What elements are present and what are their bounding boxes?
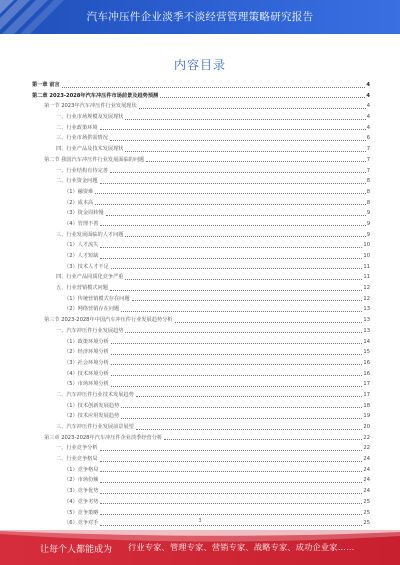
toc-leader-dots [139,101,366,109]
toc-entry-page: 12 [363,283,370,294]
toc-entry[interactable] [32,144,370,155]
toc-entry[interactable] [32,454,370,465]
toc-leader-dots [100,497,362,505]
toc-entry-title: （1）技术创新发展趋势 [32,401,120,412]
toc-entry-title: 第三节 2023-2028年中国汽车冲压件行业发展趋势分析 [32,315,174,326]
toc-entry-page: 9 [367,208,370,219]
toc-leader-dots [125,230,365,238]
toc-entry-title: 一、汽车冲压件行业发展趋势 [32,326,124,337]
toc-entry-page: 4 [366,80,370,91]
toc-entry[interactable] [32,155,370,166]
toc-entry-page: 25 [363,497,370,508]
toc-leader-dots [121,401,362,409]
page-number: 3 [198,518,202,524]
toc-leader-dots [132,294,363,302]
toc-leader-dots [125,144,365,152]
toc-entry[interactable] [32,91,370,102]
toc-entry-title: （6）竞争对手 [32,518,99,529]
toc-entry-page: 16 [363,358,370,369]
toc-entry-page: 25 [363,508,370,519]
toc-entry[interactable] [32,304,370,315]
toc-entry-page: 18 [363,401,370,412]
toc-entry[interactable] [32,80,370,91]
toc-entry-page: 6 [367,133,370,144]
toc-entry[interactable] [32,272,370,283]
toc-entry-title: （5）竞争策略 [32,508,99,519]
toc-entry-title: （2）网络营销存在问题 [32,304,120,315]
toc-leader-dots [175,315,363,323]
toc-entry[interactable] [32,198,370,209]
report-title: 汽车冲压件企业淡季不淡经营管理策略研究报告 [86,11,314,23]
toc-entry-page: 24 [363,475,370,486]
toc-entry[interactable] [32,508,370,519]
toc-entry[interactable] [32,208,370,219]
toc-entry[interactable] [32,262,370,273]
toc-entry-title: 一、行业市场规模及发展现状 [32,112,124,123]
toc-entry-page: 17 [363,390,370,401]
toc-entry-title: 第二节 我国汽车冲压件行业发展面临的问题 [32,155,145,166]
toc-entry-title: 三、汽车冲压件行业发展前景展望 [32,422,135,433]
toc-entry-page: 11 [363,262,370,273]
toc-entry-title: （2）成本高 [32,198,94,209]
toc-entry[interactable] [32,369,370,380]
toc-entry-title: （1）融资难 [32,187,94,198]
toc-entry[interactable] [32,411,370,422]
toc-entry[interactable] [32,294,370,305]
toc-entry-page: 25 [363,518,370,529]
toc-leader-dots [110,166,366,174]
toc-entry-title: （3）资金周转慢 [32,208,105,219]
toc-entry-page: 24 [363,486,370,497]
toc-entry-title: （2）市场份额 [32,475,99,486]
toc-leader-dots [100,240,362,248]
toc-entry[interactable] [32,475,370,486]
toc-entry-title: 第一章 前言 [32,80,61,91]
toc-entry-page: 24 [363,465,370,476]
toc-entry-page: 19 [363,411,370,422]
toc-entry-title: 第二章 2023-2028年汽车冲压件市场前景及趋势预测 [32,91,159,102]
toc-leader-dots [121,304,362,312]
toc-leader-dots [146,155,365,163]
toc-leader-dots [100,486,362,494]
footer-slogan-left: 让每个人都能成为 [40,545,113,555]
toc-entry[interactable] [32,390,370,401]
toc-entry[interactable] [32,123,370,134]
toc-entry[interactable] [32,112,370,123]
toc-leader-dots [111,262,363,270]
toc-leader-dots [95,198,365,206]
toc-entry-page: 7 [367,155,370,166]
toc-leader-dots [95,187,365,195]
toc-entry-title: （1）竞争格局 [32,465,99,476]
footer-banner [0,530,400,565]
toc-entry[interactable] [32,337,370,348]
toc-entry-page: 20 [363,422,370,433]
toc-leader-dots [100,443,363,451]
toc-entry-page: 7 [367,166,370,177]
toc-entry-title: 二、行业资金问题 [32,176,99,187]
toc-entry-title: （2）人才短缺 [32,251,99,262]
toc-entry-page: 9 [367,230,370,241]
toc-leader-dots [111,337,363,345]
toc-leader-dots [110,283,363,291]
toc-entry-page: 7 [367,144,370,155]
toc-entry[interactable] [32,358,370,369]
header-banner [0,0,400,34]
toc-entry-page: 4 [367,123,370,134]
toc-entry[interactable] [32,230,370,241]
toc-entry[interactable] [32,187,370,198]
toc-leader-dots [100,123,366,131]
toc-leader-dots [136,422,363,430]
toc-leader-dots [100,454,363,462]
toc-entry[interactable] [32,465,370,476]
toc-entry-page: 9 [367,219,370,230]
toc-entry-page: 15 [363,347,370,358]
toc-entry[interactable] [32,176,370,187]
toc-entry-page: 13 [363,304,370,315]
toc-leader-dots [121,411,362,419]
toc-entry-title: （3）社会环境分析 [32,358,110,369]
toc-leader-dots [62,80,366,88]
toc-entry-page: 13 [363,315,370,326]
toc-leader-dots [100,475,362,483]
toc-entry-title: （3）技术人才不足 [32,262,110,273]
toc-entry[interactable] [32,240,370,251]
toc-entry-title: （3）竞争优势 [32,486,99,497]
toc-leader-dots [125,112,365,120]
toc-entry[interactable] [32,401,370,412]
toc-entry-title: （1）政策环境分析 [32,337,110,348]
toc-entry-title: 二、行业政策环境 [32,123,99,134]
toc-entry[interactable] [32,379,370,390]
toc-entry-page: 8 [367,176,370,187]
toc-leader-dots [125,326,362,334]
toc-leader-dots [136,390,363,398]
toc-entry-title: （5）市场环境分析 [32,379,110,390]
toc-entry-title: （2）经济环境分析 [32,347,110,358]
toc-entry-title: 第一节 2023年汽车冲压件行业发展现状 [32,101,138,112]
toc-leader-dots [111,347,363,355]
toc-leader-dots [160,91,365,99]
toc-leader-dots [111,358,363,366]
toc-entry[interactable] [32,251,370,262]
toc-entry[interactable] [32,347,370,358]
toc-entry-title: 三、行业市场供需情况 [32,133,109,144]
toc-entry[interactable] [32,283,370,294]
toc-entry[interactable] [32,443,370,454]
toc-entry[interactable] [32,326,370,337]
toc-entry-title: 五、行业营销模式问题 [32,283,109,294]
toc-entry-page: 22 [363,443,370,454]
toc-entry-title: 二、行业竞争格局 [32,454,99,465]
toc-entry-title: （4）技术环境分析 [32,369,110,380]
toc-leader-dots [125,272,362,280]
toc-entry-title: 四、行业产品同质化竞争严重 [32,272,124,283]
toc-entry-page: 8 [367,187,370,198]
toc-entry-title: （4）竞争劣势 [32,497,99,508]
toc-entry-title: 三、行业发展面临的人才问题 [32,230,124,241]
toc-list [32,80,370,529]
toc-entry-title: 第三章 2023-2028年汽车冲压件企业淡季经营分析 [32,433,163,444]
toc-leader-dots [164,433,362,441]
toc-entry-title: （1）传统营销模式存在问题 [32,294,131,305]
toc-page [24,34,376,530]
toc-entry-page: 24 [363,454,370,465]
toc-leader-dots [100,465,362,473]
toc-leader-dots [111,379,363,387]
toc-entry[interactable] [32,166,370,177]
toc-entry-page: 8 [367,198,370,209]
toc-leader-dots [111,369,363,377]
toc-leader-dots [100,251,362,259]
toc-entry-title: （4）管理不善 [32,219,99,230]
toc-entry-page: 4 [367,112,370,123]
toc-leader-dots [100,176,366,184]
toc-entry-page: 13 [363,326,370,337]
toc-entry-page: 12 [363,294,370,305]
toc-leader-dots [110,133,366,141]
toc-entry[interactable] [32,315,370,326]
toc-entry-page: 11 [363,272,370,283]
toc-entry[interactable] [32,422,370,433]
toc-leader-dots [100,219,365,227]
toc-entry[interactable] [32,219,370,230]
toc-entry-page: 16 [363,369,370,380]
toc-leader-dots [100,508,362,516]
toc-entry-title: （1）人才流失 [32,240,99,251]
toc-leader-dots [106,208,366,216]
toc-heading: 内容目录 [173,58,226,72]
toc-entry-page: 17 [363,379,370,390]
toc-entry[interactable] [32,101,370,112]
toc-entry-page: 10 [363,240,370,251]
toc-entry-title: 一、行业竞争分析 [32,443,99,454]
toc-entry-title: 一、行业结构有待完善 [32,166,109,177]
toc-entry-page: 10 [363,251,370,262]
footer-slogan-right: 行业专家、管理专家、营销专家、战略专家、成功企业家…… [128,542,355,552]
toc-entry-title: 二、汽车冲压件行业技术发展趋势 [32,390,135,401]
toc-entry[interactable] [32,133,370,144]
toc-entry-page: 14 [363,337,370,348]
toc-entry-title: 四、行业产品及技术发展现状 [32,144,124,155]
toc-entry-page: 4 [367,101,370,112]
toc-entry[interactable] [32,433,370,444]
toc-entry[interactable] [32,497,370,508]
toc-entry-title: （2）技术应用发展趋势 [32,411,120,422]
toc-entry[interactable] [32,486,370,497]
toc-entry-page: 22 [363,433,370,444]
toc-entry-page: 4 [366,91,370,102]
